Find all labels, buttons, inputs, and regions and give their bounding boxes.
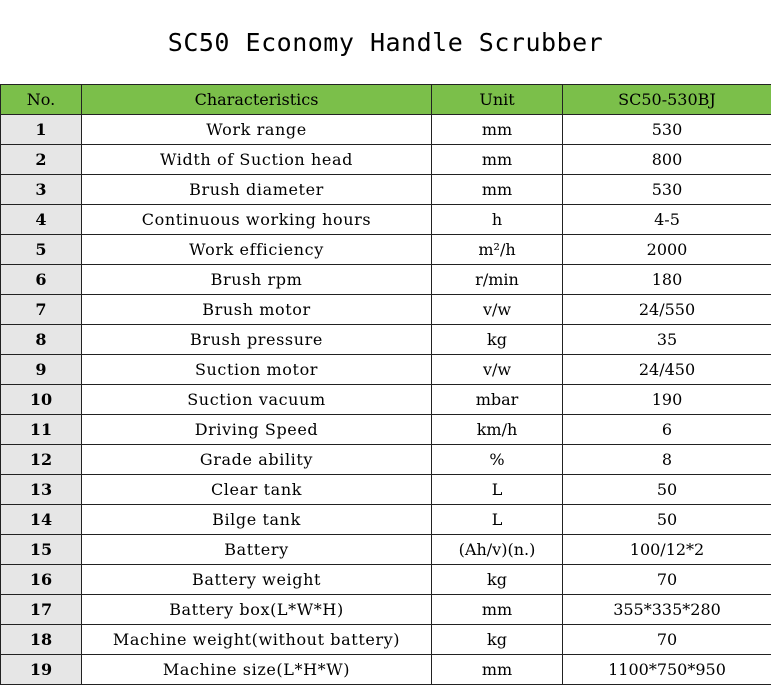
row-value: 4-5 [563, 205, 771, 235]
row-value: 24/450 [563, 355, 771, 385]
table-row [1, 265, 771, 295]
spec-table [0, 84, 771, 685]
table-row [1, 175, 771, 205]
row-value: 355*335*280 [563, 595, 771, 625]
table-row [1, 355, 771, 385]
row-value: 800 [563, 145, 771, 175]
row-value: 6 [563, 415, 771, 445]
row-characteristic: Battery weight [82, 565, 432, 595]
row-number: 9 [1, 355, 82, 385]
row-characteristic: Continuous working hours [82, 205, 432, 235]
row-value: 24/550 [563, 295, 771, 325]
row-unit: v/w [432, 295, 563, 325]
row-unit: h [432, 205, 563, 235]
row-characteristic: Brush motor [82, 295, 432, 325]
row-characteristic: Machine size(L*H*W) [82, 655, 432, 685]
row-unit: v/w [432, 355, 563, 385]
row-value: 8 [563, 445, 771, 475]
table-row [1, 415, 771, 445]
row-unit: % [432, 445, 563, 475]
row-characteristic: Work efficiency [82, 235, 432, 265]
row-value: 190 [563, 385, 771, 415]
row-characteristic: Battery box(L*W*H) [82, 595, 432, 625]
row-number: 16 [1, 565, 82, 595]
row-unit: mm [432, 145, 563, 175]
table-row [1, 625, 771, 655]
row-characteristic: Brush pressure [82, 325, 432, 355]
table-row [1, 115, 771, 145]
row-value: 70 [563, 565, 771, 595]
row-value: 530 [563, 175, 771, 205]
row-characteristic: Driving Speed [82, 415, 432, 445]
table-row [1, 595, 771, 625]
row-value: 35 [563, 325, 771, 355]
row-value: 530 [563, 115, 771, 145]
row-characteristic: Grade ability [82, 445, 432, 475]
header-model: SC50-530BJ [563, 85, 771, 115]
row-unit: m²/h [432, 235, 563, 265]
row-number: 19 [1, 655, 82, 685]
table-row [1, 235, 771, 265]
row-number: 14 [1, 505, 82, 535]
row-unit: kg [432, 325, 563, 355]
row-characteristic: Work range [82, 115, 432, 145]
row-number: 11 [1, 415, 82, 445]
row-number: 18 [1, 625, 82, 655]
header-unit: Unit [432, 85, 563, 115]
row-unit: L [432, 505, 563, 535]
row-unit: L [432, 475, 563, 505]
row-number: 5 [1, 235, 82, 265]
row-number: 13 [1, 475, 82, 505]
row-characteristic: Suction motor [82, 355, 432, 385]
row-unit: km/h [432, 415, 563, 445]
row-unit: kg [432, 565, 563, 595]
row-characteristic: Clear tank [82, 475, 432, 505]
row-number: 17 [1, 595, 82, 625]
row-characteristic: Battery [82, 535, 432, 565]
row-characteristic: Width of Suction head [82, 145, 432, 175]
row-value: 100/12*2 [563, 535, 771, 565]
table-body [1, 115, 771, 685]
header-no: No. [1, 85, 82, 115]
table-row [1, 535, 771, 565]
table-row [1, 475, 771, 505]
table-row [1, 655, 771, 685]
table-row [1, 205, 771, 235]
row-unit: (Ah/v)(n.) [432, 535, 563, 565]
row-unit: kg [432, 625, 563, 655]
row-characteristic: Brush diameter [82, 175, 432, 205]
row-unit: r/min [432, 265, 563, 295]
row-value: 50 [563, 475, 771, 505]
table-row [1, 325, 771, 355]
row-number: 12 [1, 445, 82, 475]
row-characteristic: Bilge tank [82, 505, 432, 535]
table-row [1, 145, 771, 175]
row-unit: mm [432, 115, 563, 145]
row-unit: mm [432, 595, 563, 625]
header-row [1, 85, 771, 115]
header-characteristics: Characteristics [82, 85, 432, 115]
row-unit: mbar [432, 385, 563, 415]
row-characteristic: Suction vacuum [82, 385, 432, 415]
row-number: 4 [1, 205, 82, 235]
row-number: 6 [1, 265, 82, 295]
row-unit: mm [432, 175, 563, 205]
row-number: 15 [1, 535, 82, 565]
table-row [1, 505, 771, 535]
row-value: 1100*750*950 [563, 655, 771, 685]
row-number: 1 [1, 115, 82, 145]
row-number: 3 [1, 175, 82, 205]
row-characteristic: Machine weight(without battery) [82, 625, 432, 655]
row-value: 2000 [563, 235, 771, 265]
row-number: 2 [1, 145, 82, 175]
row-number: 10 [1, 385, 82, 415]
table-row [1, 295, 771, 325]
row-unit: mm [432, 655, 563, 685]
table-row [1, 565, 771, 595]
table-row [1, 445, 771, 475]
page-title: SC50 Economy Handle Scrubber [0, 0, 771, 84]
row-number: 7 [1, 295, 82, 325]
row-characteristic: Brush rpm [82, 265, 432, 295]
row-number: 8 [1, 325, 82, 355]
table-row [1, 385, 771, 415]
row-value: 50 [563, 505, 771, 535]
row-value: 70 [563, 625, 771, 655]
row-value: 180 [563, 265, 771, 295]
